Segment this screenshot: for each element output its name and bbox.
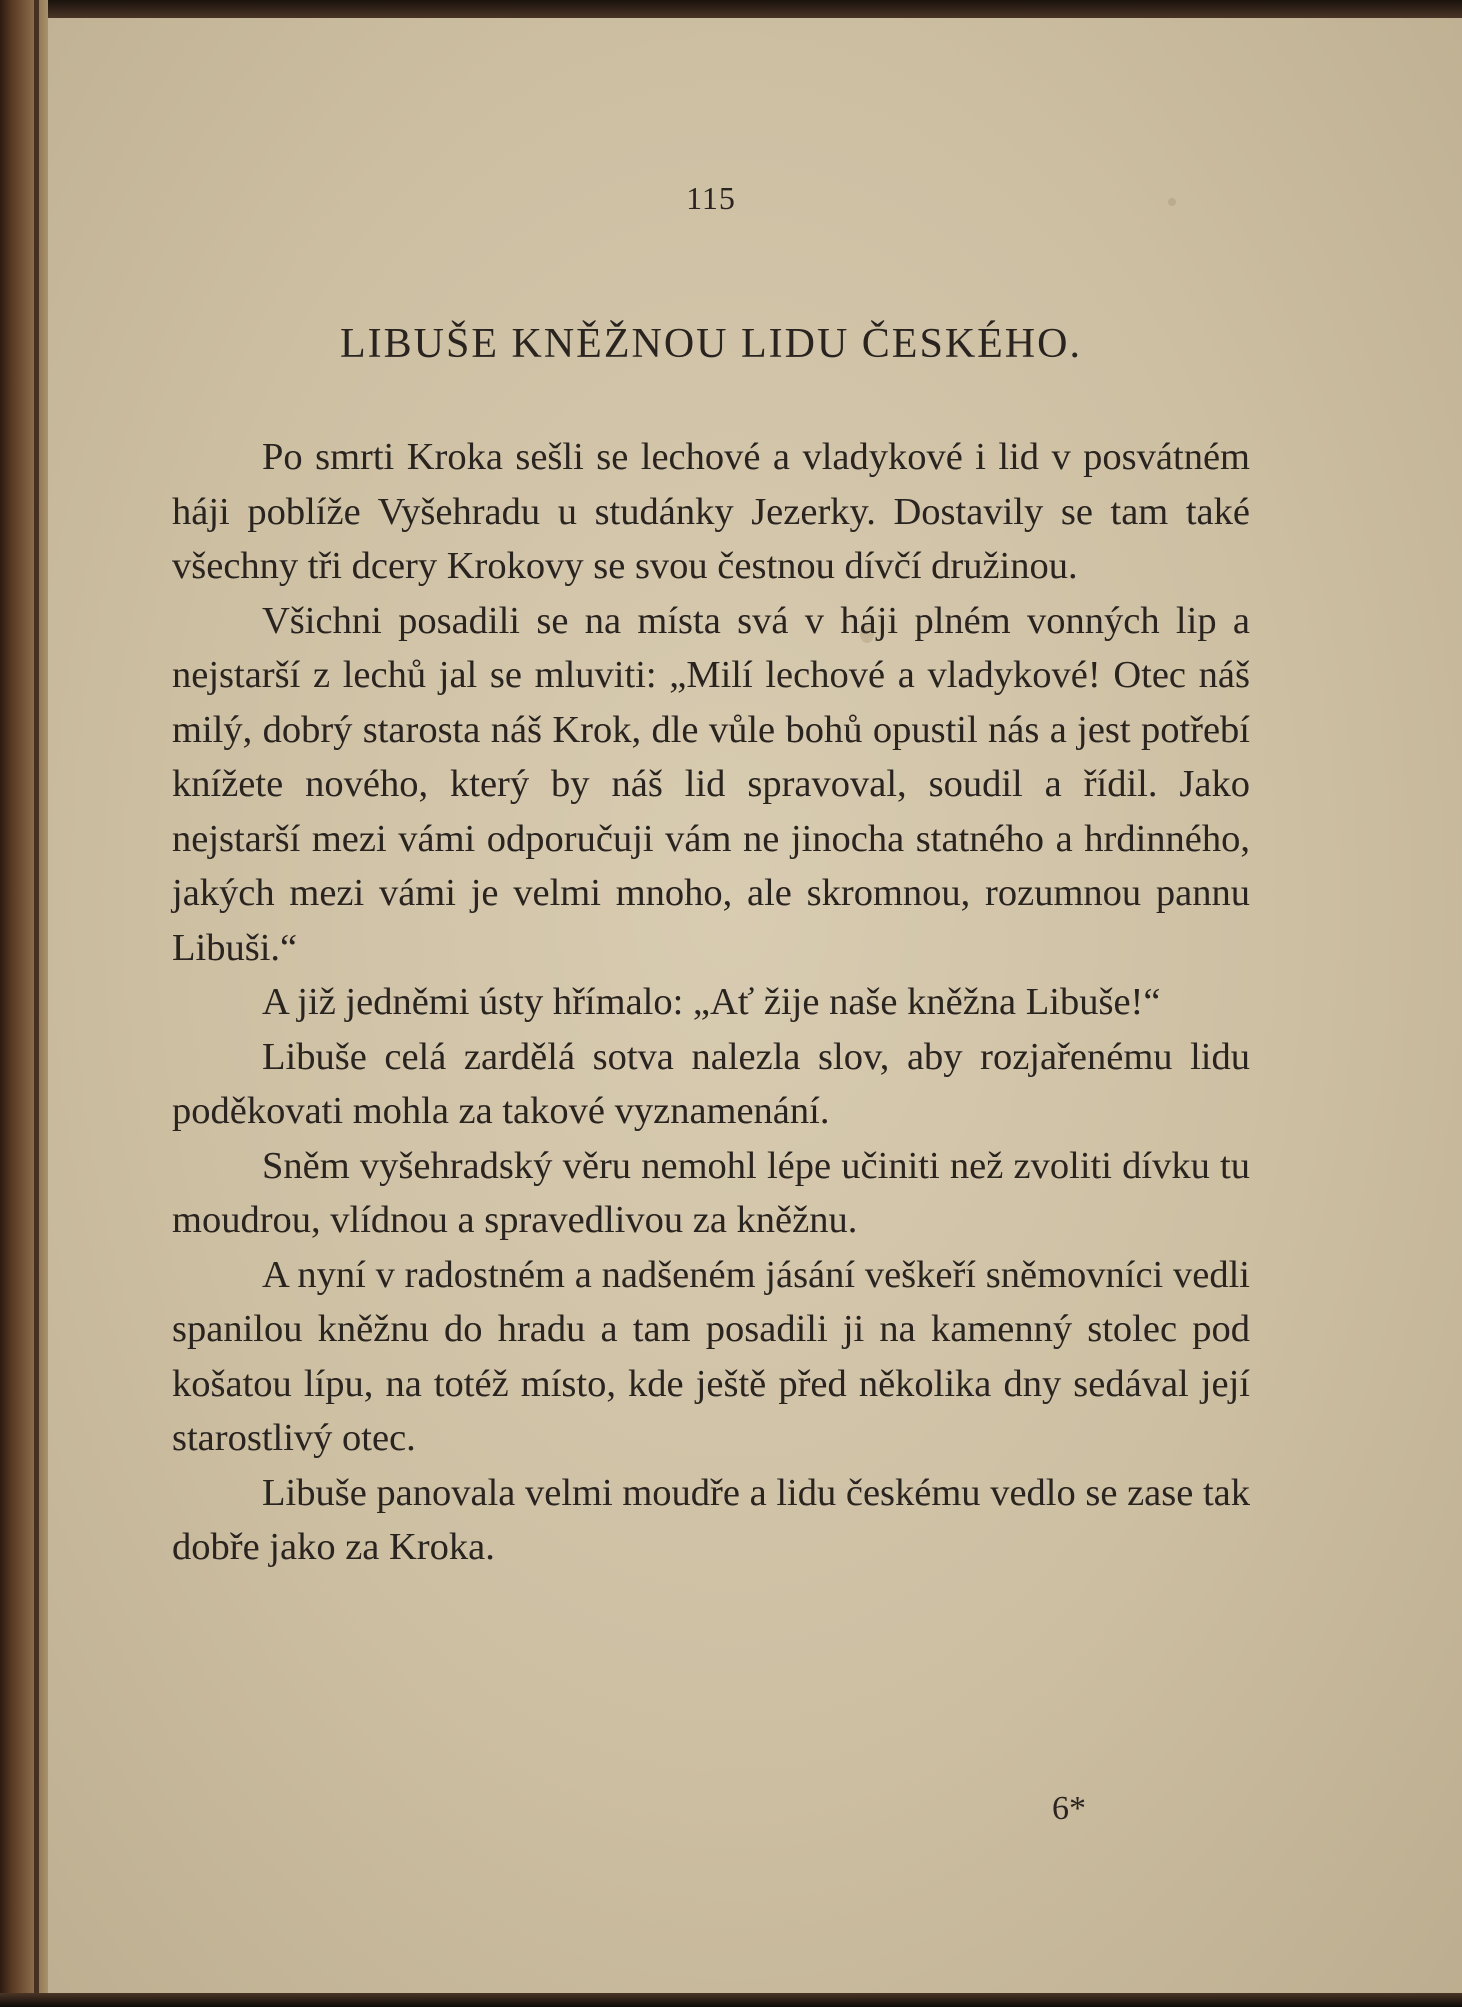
chapter-title: LIBUŠE KNĚŽNOU LIDU ČESKÉHO. — [340, 321, 1082, 367]
paragraph: Libuše panovala velmi moudře a lidu českému vedlo se zase tak dobře jako za Kroka. — [172, 1471, 1250, 1568]
page-top-edge — [0, 0, 1462, 18]
body-text — [172, 430, 1250, 1575]
page-bottom-edge — [0, 1993, 1462, 2007]
paragraph: Libuše celá zardělá sotva nalezla slov, aby rozjařenému lidu poděkovati mohla za takové vyznamenání. — [172, 1035, 1250, 1132]
book-spine — [0, 0, 48, 2007]
spine-binding-line — [34, 0, 39, 2007]
page-number: 115 — [686, 180, 736, 216]
paragraph: Všichni posadili se na místa svá v háji plném vonných lip a nejstarší z lechů jal se mluviti: „Milí lechové a vladykové! Otec náš milý, dobrý starosta náš Krok, dle vůle bohů opustil nás a jest potřebí knížete nového, který by náš lid spravoval, soudil a řídil. Jako nejstarší mezi vámi odporučuji vám ne jinocha statného a hrdinného, jakých mezi vámi je velmi mnoho, ale skromnou, rozumnou pannu Libuši.“ — [172, 599, 1250, 969]
paragraph: A nyní v radostném a nadšeném jásání veškeří sněmovníci vedli spanilou kněžnu do hradu a tam posadili ji na kamenný stolec pod košatou lípu, na totéž místo, kde ještě před několika dny sedával její starostlivý otec. — [172, 1253, 1250, 1459]
signature-mark: 6* — [1052, 1790, 1086, 1827]
paragraph: Sněm vyšehradský věru nemohl lépe učiniti než zvoliti dívku tu moudrou, vlídnou a spravedlivou za kněžnu. — [172, 1144, 1250, 1241]
paragraph: A již jedněmi ústy hřímalo: „Ať žije naše kněžna Libuše!“ — [262, 981, 1161, 1023]
paragraph: Po smrti Kroka sešli se lechové a vladykové i lid v posvátném háji poblíže Vyšehradu u studánky Jezerky. Dostavily se tam také všechny tři dcery Krokovy se svou čestnou dívčí družinou. — [172, 436, 1250, 587]
